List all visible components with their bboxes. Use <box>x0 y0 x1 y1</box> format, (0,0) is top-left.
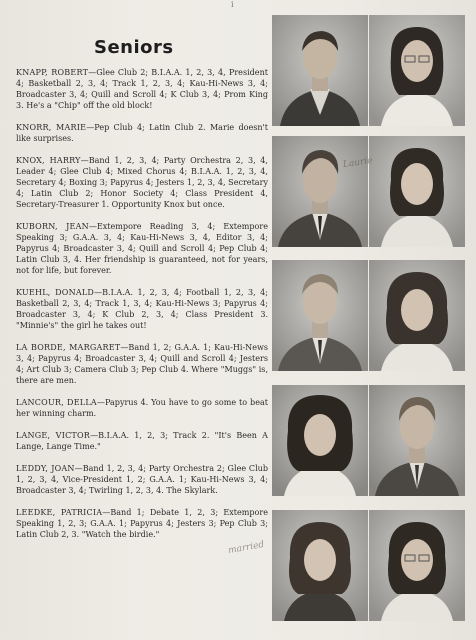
student-name: LEDDY, JOAN <box>16 464 75 473</box>
student-name: KNAPP, ROBERT <box>16 68 89 77</box>
student-name: LEEDKE, PATRICIA <box>16 508 103 517</box>
senior-entry <box>16 342 268 386</box>
student-activities: —Glee Club 2; B.I.A.A. 1, 2, 3, 4, President 4; Basketball 2, 3, 4; Track 1, 2, 3, 4; Kau-Hi-News 3, 4; Broadcaster 3, 4; Quill and Scroll 4; K Club 3, 4; Prom King 3. He's a "Chip" off the old block! <box>16 68 268 110</box>
portrait-photo-kuborn <box>369 136 465 247</box>
student-name: KUBORN, JEAN <box>16 222 89 231</box>
student-name: LA BORDE, MARGARET <box>16 343 121 352</box>
portrait-photo-knorr <box>369 15 465 126</box>
margin-note: Laurie <box>342 155 374 171</box>
portrait-photo-knapp <box>272 15 368 126</box>
portrait-photo-kuehl <box>272 260 368 371</box>
portrait-photo-la-borde <box>369 260 465 371</box>
senior-entry <box>16 397 268 419</box>
portrait-photo-leddy <box>272 510 368 621</box>
student-activities: —Band 1, 2, 3, 4; Party Orchestra 2; Glee Club 1, 2, 3, 4, Vice-President 1, 2; G.A.A. 1; Kau-Hi-News 3, 4; Broadcaster 3, 4; Twirling 1, 2, 3, 4. The Skylark. <box>16 464 268 495</box>
student-activities: —B.I.A.A. 1, 2, 3, 4; Football 1, 2, 3, 4; Basketball 2, 3, 4; Track 1, 3, 4; Kau-Hi-News 3; Papyrus 4; Broadcaster 3, 4; K Club 2, 3, 4; Class President 3. "Minnie's" the girl he takes out! <box>16 288 269 330</box>
student-activities: —B.I.A.A. 1, 2, 3; Track 2. "It's Been A Lange, Lange Time." <box>16 431 268 451</box>
student-name: LANGE, VICTOR <box>16 431 91 440</box>
student-activities: —Extempore Reading 3, 4; Extempore Speaking 3; G.A.A. 3, 4; Kau-Hi-News 3, 4, Editor 3, 4; Papyrus 4; Broadcaster 3, 4; Quill and Scroll 4; Pep Club 4; Latin Club 3, 4. Her friendship is guaranteed, not for years, not for life, but forever. <box>16 222 269 275</box>
senior-entry <box>16 122 268 144</box>
student-activities: —Band 1, 2; G.A.A. 1; Kau-Hi-News 3, 4; Papyrus 4; Broadcaster 3, 4; Quill and Scroll 4; Jesters 4; Art Club 3; Camera Club 3; Pep Club 4. Where "Muggs" is, there are men. <box>16 343 268 385</box>
senior-entry <box>16 287 268 331</box>
page-mark: i <box>231 0 234 9</box>
portrait-photo-lange <box>369 385 465 496</box>
student-name: KNORR, MARIE <box>16 123 87 132</box>
student-activities: —Band 1; Debate 1, 2, 3; Extempore Speaking 1, 2, 3; G.A.A. 1; Papyrus 4; Jesters 3; Pep Club 3; Latin Club 2, 3. "Watch the birdie." <box>16 508 268 539</box>
senior-entry <box>16 221 268 276</box>
senior-entry <box>16 430 268 452</box>
student-name: LANCOUR, DELLA <box>16 398 97 407</box>
student-name: KUEHL, DONALD <box>16 288 95 297</box>
margin-note: married <box>227 539 266 557</box>
senior-entry <box>16 155 268 210</box>
senior-entries <box>16 67 268 540</box>
student-name: KNOX, HARRY <box>16 156 81 165</box>
portrait-photo-leedke <box>369 510 465 621</box>
student-activities: —Pep Club 4; Latin Club 2. Marie doesn't like surprises. <box>16 123 268 143</box>
senior-entry <box>16 67 268 111</box>
portrait-photo-lancour <box>272 385 368 496</box>
section-heading: Seniors <box>94 37 174 58</box>
senior-entry <box>16 507 268 540</box>
student-activities: —Papyrus 4. You have to go some to beat her winning charm. <box>16 398 268 418</box>
portrait-photo-knox <box>272 136 368 247</box>
student-activities: —Band 1, 2, 3, 4; Party Orchestra 2, 3, 4, Leader 4; Glee Club 4; Mixed Chorus 4; B.I.A.A. 1, 2, 3, 4, Secretary 4; Boxing 3; Papyrus 4; Jesters 1, 2, 3, 4, Secretary 4; Latin Club 2; Honor Society 4; Class President 4, Secretary-Treasurer 1. Opportunity Knox but once. <box>16 156 268 209</box>
senior-entry <box>16 463 268 496</box>
